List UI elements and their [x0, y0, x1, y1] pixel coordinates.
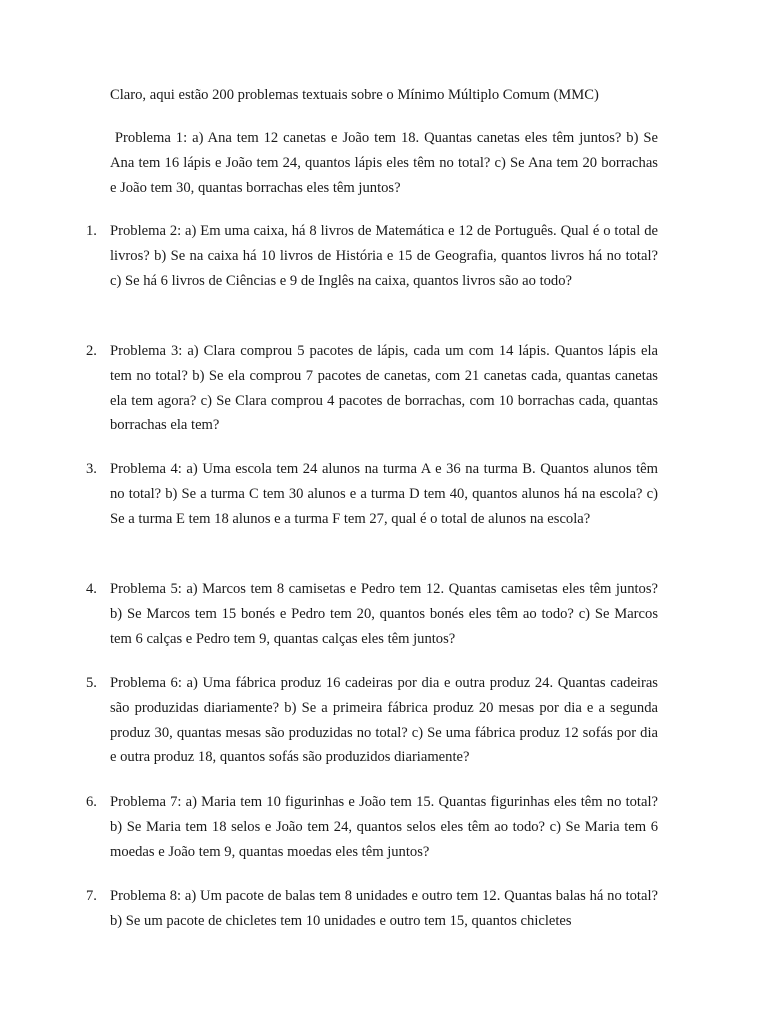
problem-8-text: Problema 8: a) Um pacote de balas tem 8 unidades e outro tem 12. Quantas balas há no total? b) Se um pacote de chicletes tem 10 unidades e outro tem 15, quantos chicletes [110, 888, 658, 929]
list-number-1: 1. [86, 223, 97, 239]
list-number-5: 5. [86, 675, 97, 691]
problem-5-text: Problema 5: a) Marcos tem 8 camisetas e Pedro tem 12. Quantas camisetas eles têm juntos? b) Se Marcos tem 15 bonés e Pedro tem 20, quantos bonés eles têm ao todo? c) Se Marcos tem 6 calças e Pedro tem 9, quantas calças eles têm juntos? [110, 581, 658, 647]
list-number-2: 2. [86, 343, 97, 359]
problem-4-text: Problema 4: a) Uma escola tem 24 alunos na turma A e 36 na turma B. Quantos alunos têm no total? b) Se a turma C tem 30 alunos e a turma D tem 40, quantos alunos há na escola? c) Se a turma E tem 18 alunos e a turma F tem 27, qual é o total de alunos na escola? [110, 461, 658, 527]
problem-2-text: Problema 2: a) Em uma caixa, há 8 livros de Matemática e 12 de Português. Qual é o total de livros? b) Se na caixa há 10 livros de História e 15 de Geografia, quantos livros há no total? c) Se há 6 livros de Ciências e 9 de Inglês na caixa, quantos livros são ao todo? [110, 223, 658, 289]
problem-7-text: Problema 7: a) Maria tem 10 figurinhas e João tem 15. Quantas figurinhas eles têm no total? b) Se Maria tem 18 selos e João tem 24, quantos selos eles têm ao todo? c) Se Maria tem 6 moedas e João tem 9, quantas moedas eles têm juntos? [110, 794, 658, 860]
list-number-7: 7. [86, 888, 97, 904]
problem-1-text: Problema 1: a) Ana tem 12 canetas e João tem 18. Quantas canetas eles têm juntos? b) Se Ana tem 16 lápis e João tem 24, quantos lápis eles têm no total? c) Se Ana tem 20 borrachas e João tem 30, quantas borrachas eles têm juntos? [110, 130, 658, 196]
list-number-4: 4. [86, 581, 97, 597]
problem-6-text: Problema 6: a) Uma fábrica produz 16 cadeiras por dia e outra produz 24. Quantas cadeiras são produzidas diariamente? b) Se a primeira fábrica produz 20 mesas por dia e a segunda produz 30, quantas mesas são produzidas no total? c) Se uma fábrica produz 12 sofás por dia e outra produz 18, quantos sofás são produzidos diariamente? [110, 675, 658, 766]
list-number-3: 3. [86, 461, 97, 477]
list-number-6: 6. [86, 794, 97, 810]
problem-3-text: Problema 3: a) Clara comprou 5 pacotes de lápis, cada um com 14 lápis. Quantos lápis ela tem no total? b) Se ela comprou 7 pacotes de canetas, com 21 canetas cada, quantas canetas ela tem agora? c) Se Clara comprou 4 pacotes de borrachas, com 10 borrachas cada, quantas borrachas ela tem? [110, 343, 658, 434]
intro-paragraph: Claro, aqui estão 200 problemas textuais sobre o Mínimo Múltiplo Comum (MMC) [110, 87, 599, 103]
